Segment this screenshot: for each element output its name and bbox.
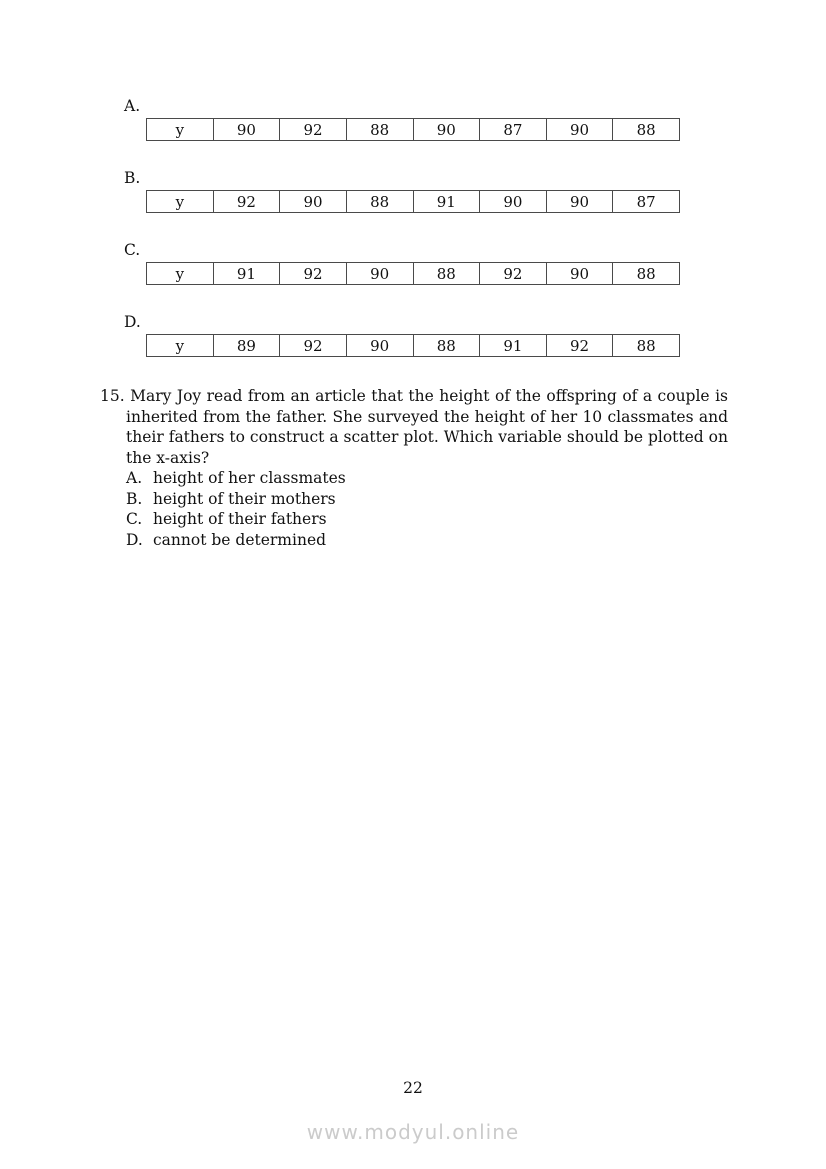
option-b [126,489,728,510]
choice-label-d: D. [124,313,141,331]
answer-table-block-a [124,98,680,141]
table-cell: 88 [613,335,680,357]
table-cell: 88 [613,263,680,285]
table-cell: 92 [213,191,280,213]
option-a [126,468,728,489]
table-cell-header: y [147,191,214,213]
table-cell-header: y [147,119,214,141]
table-cell: 92 [280,263,347,285]
table-cell: 92 [480,263,547,285]
table-row [147,335,680,357]
data-table-c [146,262,680,285]
table-cell: 91 [413,191,480,213]
option-letter: D. [126,530,143,549]
question-text-paragraph [100,386,728,468]
option-d [126,530,728,551]
table-cell: 90 [346,335,413,357]
table-cell: 92 [546,335,613,357]
option-text: height of her classmates [153,469,346,487]
table-cell: 91 [213,263,280,285]
option-letter: C. [126,510,143,529]
table-cell: 90 [346,263,413,285]
data-table-d [146,334,680,357]
table-cell: 90 [546,191,613,213]
choice-label-c: C. [124,241,141,259]
table-cell: 90 [413,119,480,141]
option-text: height of their fathers [153,510,327,529]
option-letter: B. [126,489,143,508]
question-text: Mary Joy read from an article that the height of the offspring of a couple is inherited from the father. She surveyed the height of her 10 classmates and their fathers to construct a scatter plot. Which variable should be plotted on the x-axis? [126,387,728,467]
table-cell: 89 [213,335,280,357]
table-cell-header: y [147,263,214,285]
option-c [126,509,728,530]
table-row [147,119,680,141]
option-text: height of their mothers [153,489,336,508]
table-cell: 88 [346,119,413,141]
table-cell: 88 [413,263,480,285]
table-row [147,263,680,285]
table-cell: 90 [213,119,280,141]
question-15 [100,386,728,550]
table-cell: 87 [480,119,547,141]
choice-label-a: A. [124,97,141,115]
answer-table-block-b [124,170,680,213]
table-cell: 90 [546,263,613,285]
answer-table-block-d [124,314,680,357]
table-cell: 88 [613,119,680,141]
table-cell: 92 [280,335,347,357]
option-text: cannot be determined [153,530,327,549]
data-table-b [146,190,680,213]
options-list [100,468,728,550]
page-number: 22 [403,1079,423,1097]
watermark: www.modyul.online [306,1120,520,1144]
choice-label-b: B. [124,169,141,187]
question-number: 15. [100,387,125,405]
table-cell: 91 [480,335,547,357]
table-cell-header: y [147,335,214,357]
table-cell: 88 [413,335,480,357]
table-cell: 90 [480,191,547,213]
answer-table-block-c [124,242,680,285]
table-row [147,191,680,213]
table-cell: 90 [280,191,347,213]
table-cell: 88 [346,191,413,213]
data-table-a [146,118,680,141]
table-cell: 90 [546,119,613,141]
table-cell: 87 [613,191,680,213]
table-cell: 92 [280,119,347,141]
option-letter: A. [126,469,143,487]
